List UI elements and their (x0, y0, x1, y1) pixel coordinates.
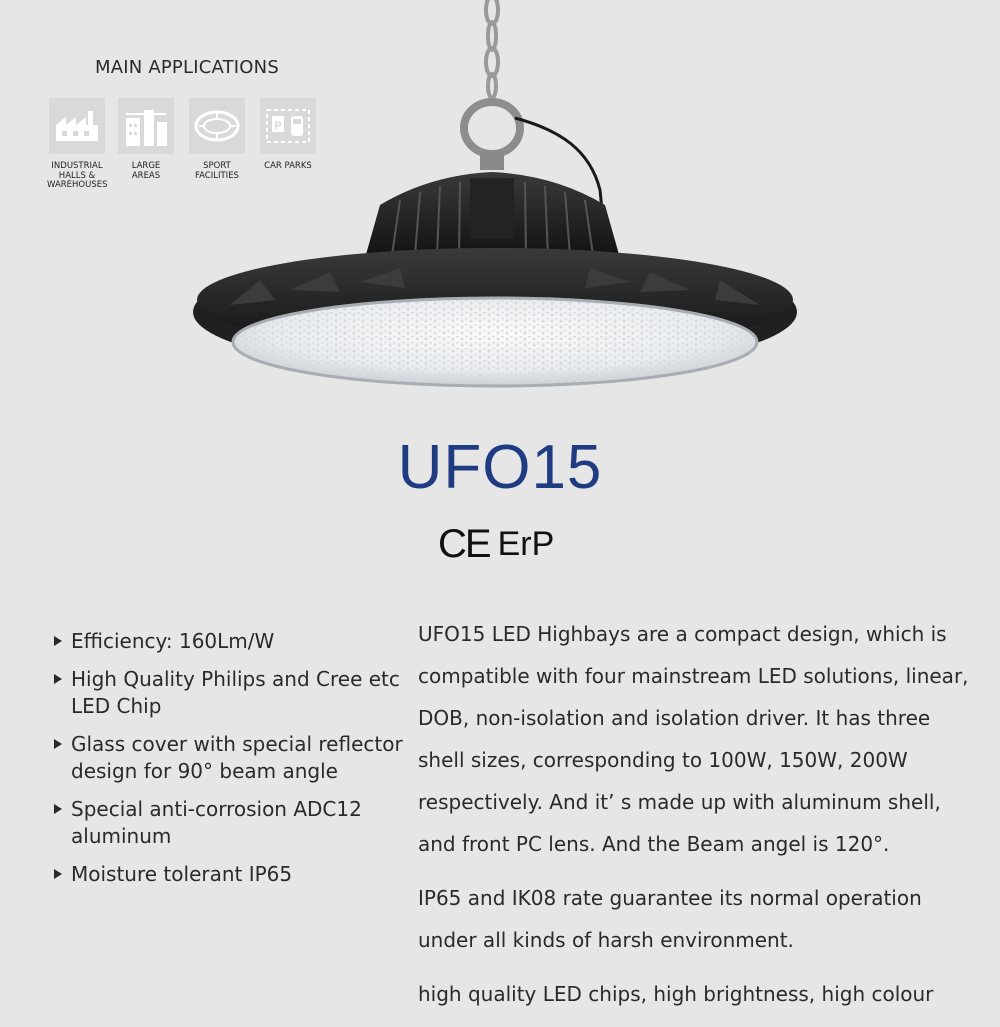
ufo-highbay-lamp-image (0, 0, 1000, 420)
svg-text:P: P (274, 120, 282, 132)
ce-mark: CE (438, 521, 490, 566)
description-paragraph: IP65 and IK08 rate guarantee its normal operation under all kinds of harsh environment. (418, 886, 922, 952)
feature-list (54, 628, 404, 899)
application-label: SPORT FACILITIES (195, 161, 239, 181)
feature-text: Special anti-corrosion ADC12 aluminum (71, 797, 362, 848)
feature-item (54, 731, 404, 785)
application-label: LARGE AREAS (131, 161, 161, 181)
feature-item (54, 861, 404, 888)
application-label: INDUSTRIAL HALLS & WAREHOUSES (47, 161, 108, 190)
bullet-arrow-icon (54, 804, 62, 814)
bullet-arrow-icon (54, 869, 62, 879)
product-title: UFO15 (397, 433, 603, 502)
feature-text: Efficiency: 160Lm/W (71, 629, 275, 653)
feature-item (54, 666, 404, 720)
feature-text: Glass cover with special reflector design for 90° beam angle (71, 732, 403, 783)
description-paragraph: high quality LED chips, high brightness, high colour (418, 982, 934, 1006)
description-paragraph: UFO15 LED Highbays are a compact design, which is compatible with four mainstream LED solutions, linear, DOB, non-isolation and isolation driver. It has three shell sizes, corresponding to 100W, 150W, 200W respectively. And it’ s made up with aluminum shell, and front PC lens. And the Beam angel is 120°. (418, 622, 969, 856)
feature-item (54, 796, 404, 850)
application-label: CAR PARKS (264, 161, 312, 171)
feature-text: Moisture tolerant IP65 (71, 862, 293, 886)
feature-item (54, 628, 404, 655)
erp-mark: ErP (497, 524, 555, 563)
feature-text: High Quality Philips and Cree etc LED Chip (71, 667, 400, 718)
certification-marks (438, 521, 555, 566)
bullet-arrow-icon (54, 674, 62, 684)
applications-title: MAIN APPLICATIONS (95, 57, 279, 78)
bullet-arrow-icon (54, 636, 62, 646)
product-description (418, 613, 978, 1027)
bullet-arrow-icon (54, 739, 62, 749)
